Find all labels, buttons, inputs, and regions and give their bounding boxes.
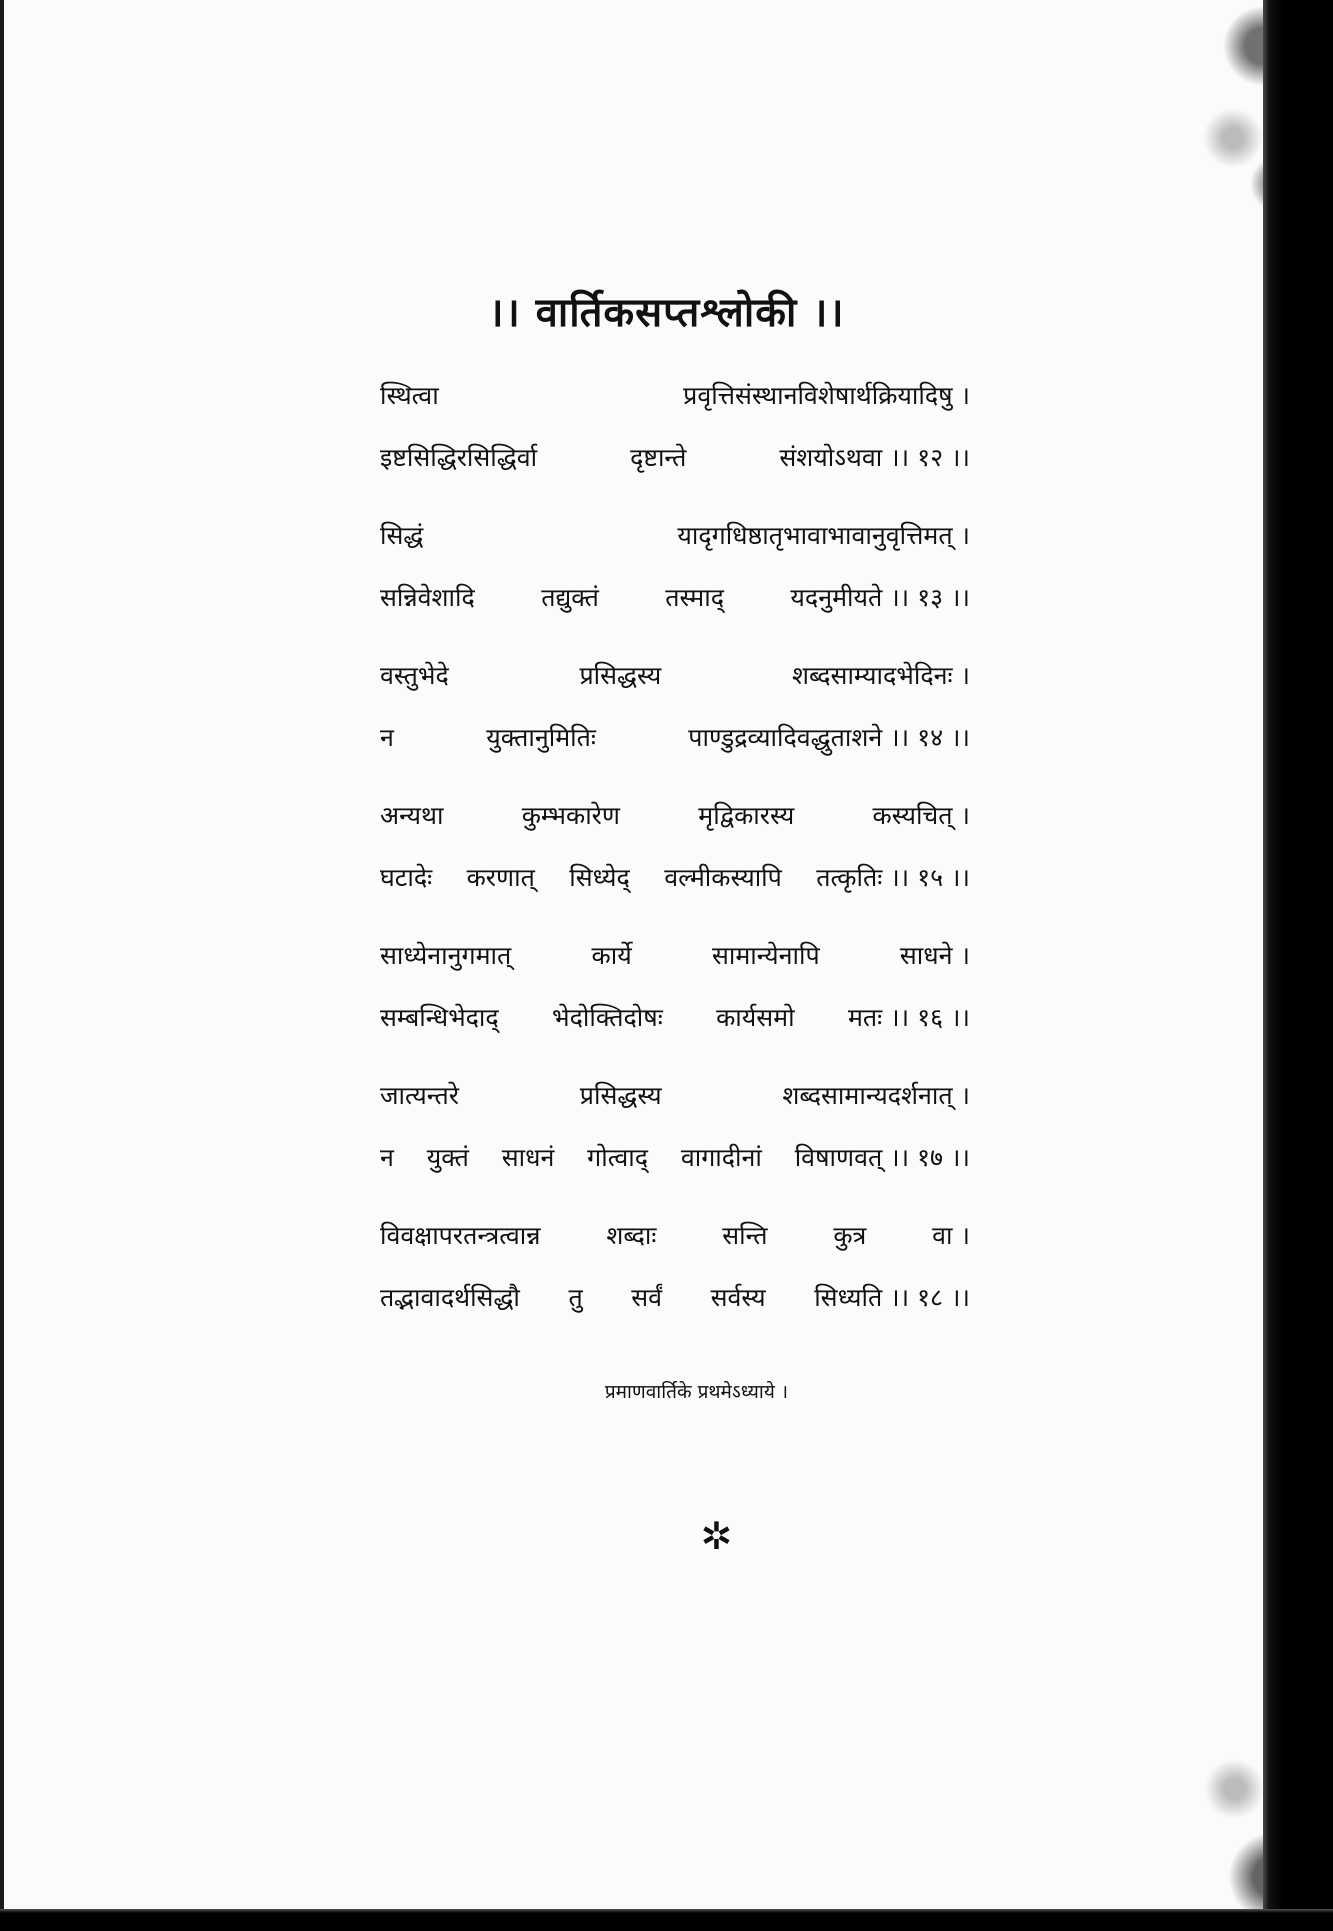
verse-word: युक्तानुमितिः — [486, 723, 596, 752]
verse-stanza — [380, 1220, 970, 1314]
verse-word: विषाणवत् ।। १७ ।। — [794, 1143, 970, 1172]
verse-word: तस्माद् — [665, 583, 724, 612]
verse-word: करणात् — [466, 863, 535, 892]
verse-line — [380, 520, 970, 552]
verse-word: युक्तं — [426, 1143, 469, 1172]
verse-line — [380, 800, 970, 832]
verse-word: यादृगधिष्ठातृभावाभावानुवृत्तिमत् । — [677, 521, 970, 550]
verse-word: सिध्येद् — [569, 863, 630, 892]
verse-stanza — [380, 940, 970, 1034]
verse-word: तद्भावादर्थसिद्धौ — [380, 1283, 520, 1312]
verse-word: सम्बन्धिभेदाद् — [380, 1003, 499, 1032]
verse-line — [380, 862, 970, 894]
verse-word: साध्येनानुगमात् — [380, 941, 512, 970]
verse-word: कुम्भकारेण — [521, 801, 620, 830]
verse-word: सर्वस्य — [710, 1283, 766, 1312]
verse-word: गोत्वाद् — [587, 1143, 648, 1172]
verse-word: यदनुमीयते ।। १३ ।। — [790, 583, 970, 612]
verse-word: तु — [568, 1283, 583, 1312]
verse-word: साधनं — [501, 1143, 555, 1172]
verse-line — [380, 1142, 970, 1174]
verse-word: सर्वं — [631, 1283, 663, 1312]
ornament-icon: ✲ — [700, 1514, 733, 1558]
verse-word: सन्ति — [722, 1221, 768, 1250]
verse-word: वा । — [932, 1221, 970, 1250]
verse-word: दृष्टान्ते — [630, 443, 687, 472]
verse-word: सामान्येनापि — [711, 941, 820, 970]
verse-stanza — [380, 380, 970, 474]
verse-word: मृद्विकारस्य — [698, 801, 795, 830]
verse-word: न — [380, 1143, 394, 1172]
verse-word: प्रसिद्धस्य — [579, 1081, 662, 1110]
verse-line — [380, 582, 970, 614]
verse-stanza — [380, 660, 970, 754]
verse-word: मतः ।। १६ ।। — [847, 1003, 970, 1032]
verse-word: संशयोऽथवा ।। १२ ।। — [779, 443, 970, 472]
verse-word: तद्युक्तं — [541, 583, 599, 612]
verse-stanza — [380, 1080, 970, 1174]
verse-word: घटादेः — [380, 863, 433, 892]
page-title: ।। वार्तिकसप्तश्लोकी ।। — [488, 290, 845, 336]
verse-word: पाण्डुद्रव्यादिवद्धुताशने ।। १४ ।। — [688, 723, 970, 752]
verse-line — [380, 940, 970, 972]
colophon: प्रमाणवार्तिके प्रथमेऽध्याये । — [604, 1381, 789, 1403]
verse-word: इष्टसिद्धिरसिद्धिर्वा — [380, 443, 538, 472]
verse-word: वागादीनां — [680, 1143, 762, 1172]
verse-word: वस्तुभेदे — [380, 661, 449, 690]
verse-word: वल्मीकस्यापि — [664, 863, 782, 892]
verse-line — [380, 722, 970, 754]
verse-word: प्रसिद्धस्य — [579, 661, 662, 690]
verse-word: स्थित्वा — [380, 381, 439, 410]
verse-word: सिध्यति ।। १८ ।। — [814, 1283, 970, 1312]
verse-word: भेदोक्तिदोषः — [552, 1003, 663, 1032]
verse-word: जात्यन्तरे — [380, 1081, 459, 1110]
verse-word: प्रवृत्तिसंस्थानविशेषार्थक्रियादिषु । — [683, 381, 970, 410]
verse-line — [380, 1002, 970, 1034]
verse-word: अन्यथा — [380, 801, 444, 830]
verse-stanza — [380, 800, 970, 894]
page-bottom-edge — [0, 1909, 1333, 1931]
verse-word: कार्ये — [591, 941, 632, 970]
verse-word: शब्दसाम्यादभेदिनः । — [791, 661, 970, 690]
verse-word: तत्कृतिः ।। १५ ।। — [816, 863, 970, 892]
verse-line — [380, 1220, 970, 1252]
verse-word: कुत्र — [833, 1221, 867, 1250]
verse-block — [380, 380, 970, 1360]
verse-word: कार्यसमो — [716, 1003, 795, 1032]
verse-line — [380, 660, 970, 692]
verse-word: शब्दसामान्यदर्शनात् । — [782, 1081, 970, 1110]
verse-line — [380, 442, 970, 474]
verse-word: शब्दाः — [606, 1221, 657, 1250]
verse-stanza — [380, 520, 970, 614]
verse-word: न — [380, 723, 394, 752]
verse-word: साधने । — [899, 941, 970, 970]
verse-line — [380, 1080, 970, 1112]
verse-word: सन्निवेशादि — [380, 583, 475, 612]
verse-line — [380, 1282, 970, 1314]
verse-word: सिद्धं — [380, 521, 424, 550]
verse-word: कस्यचित् । — [872, 801, 970, 830]
verse-word: विवक्षापरतन्त्रत्वान्न — [380, 1221, 541, 1250]
verse-line — [380, 380, 970, 412]
